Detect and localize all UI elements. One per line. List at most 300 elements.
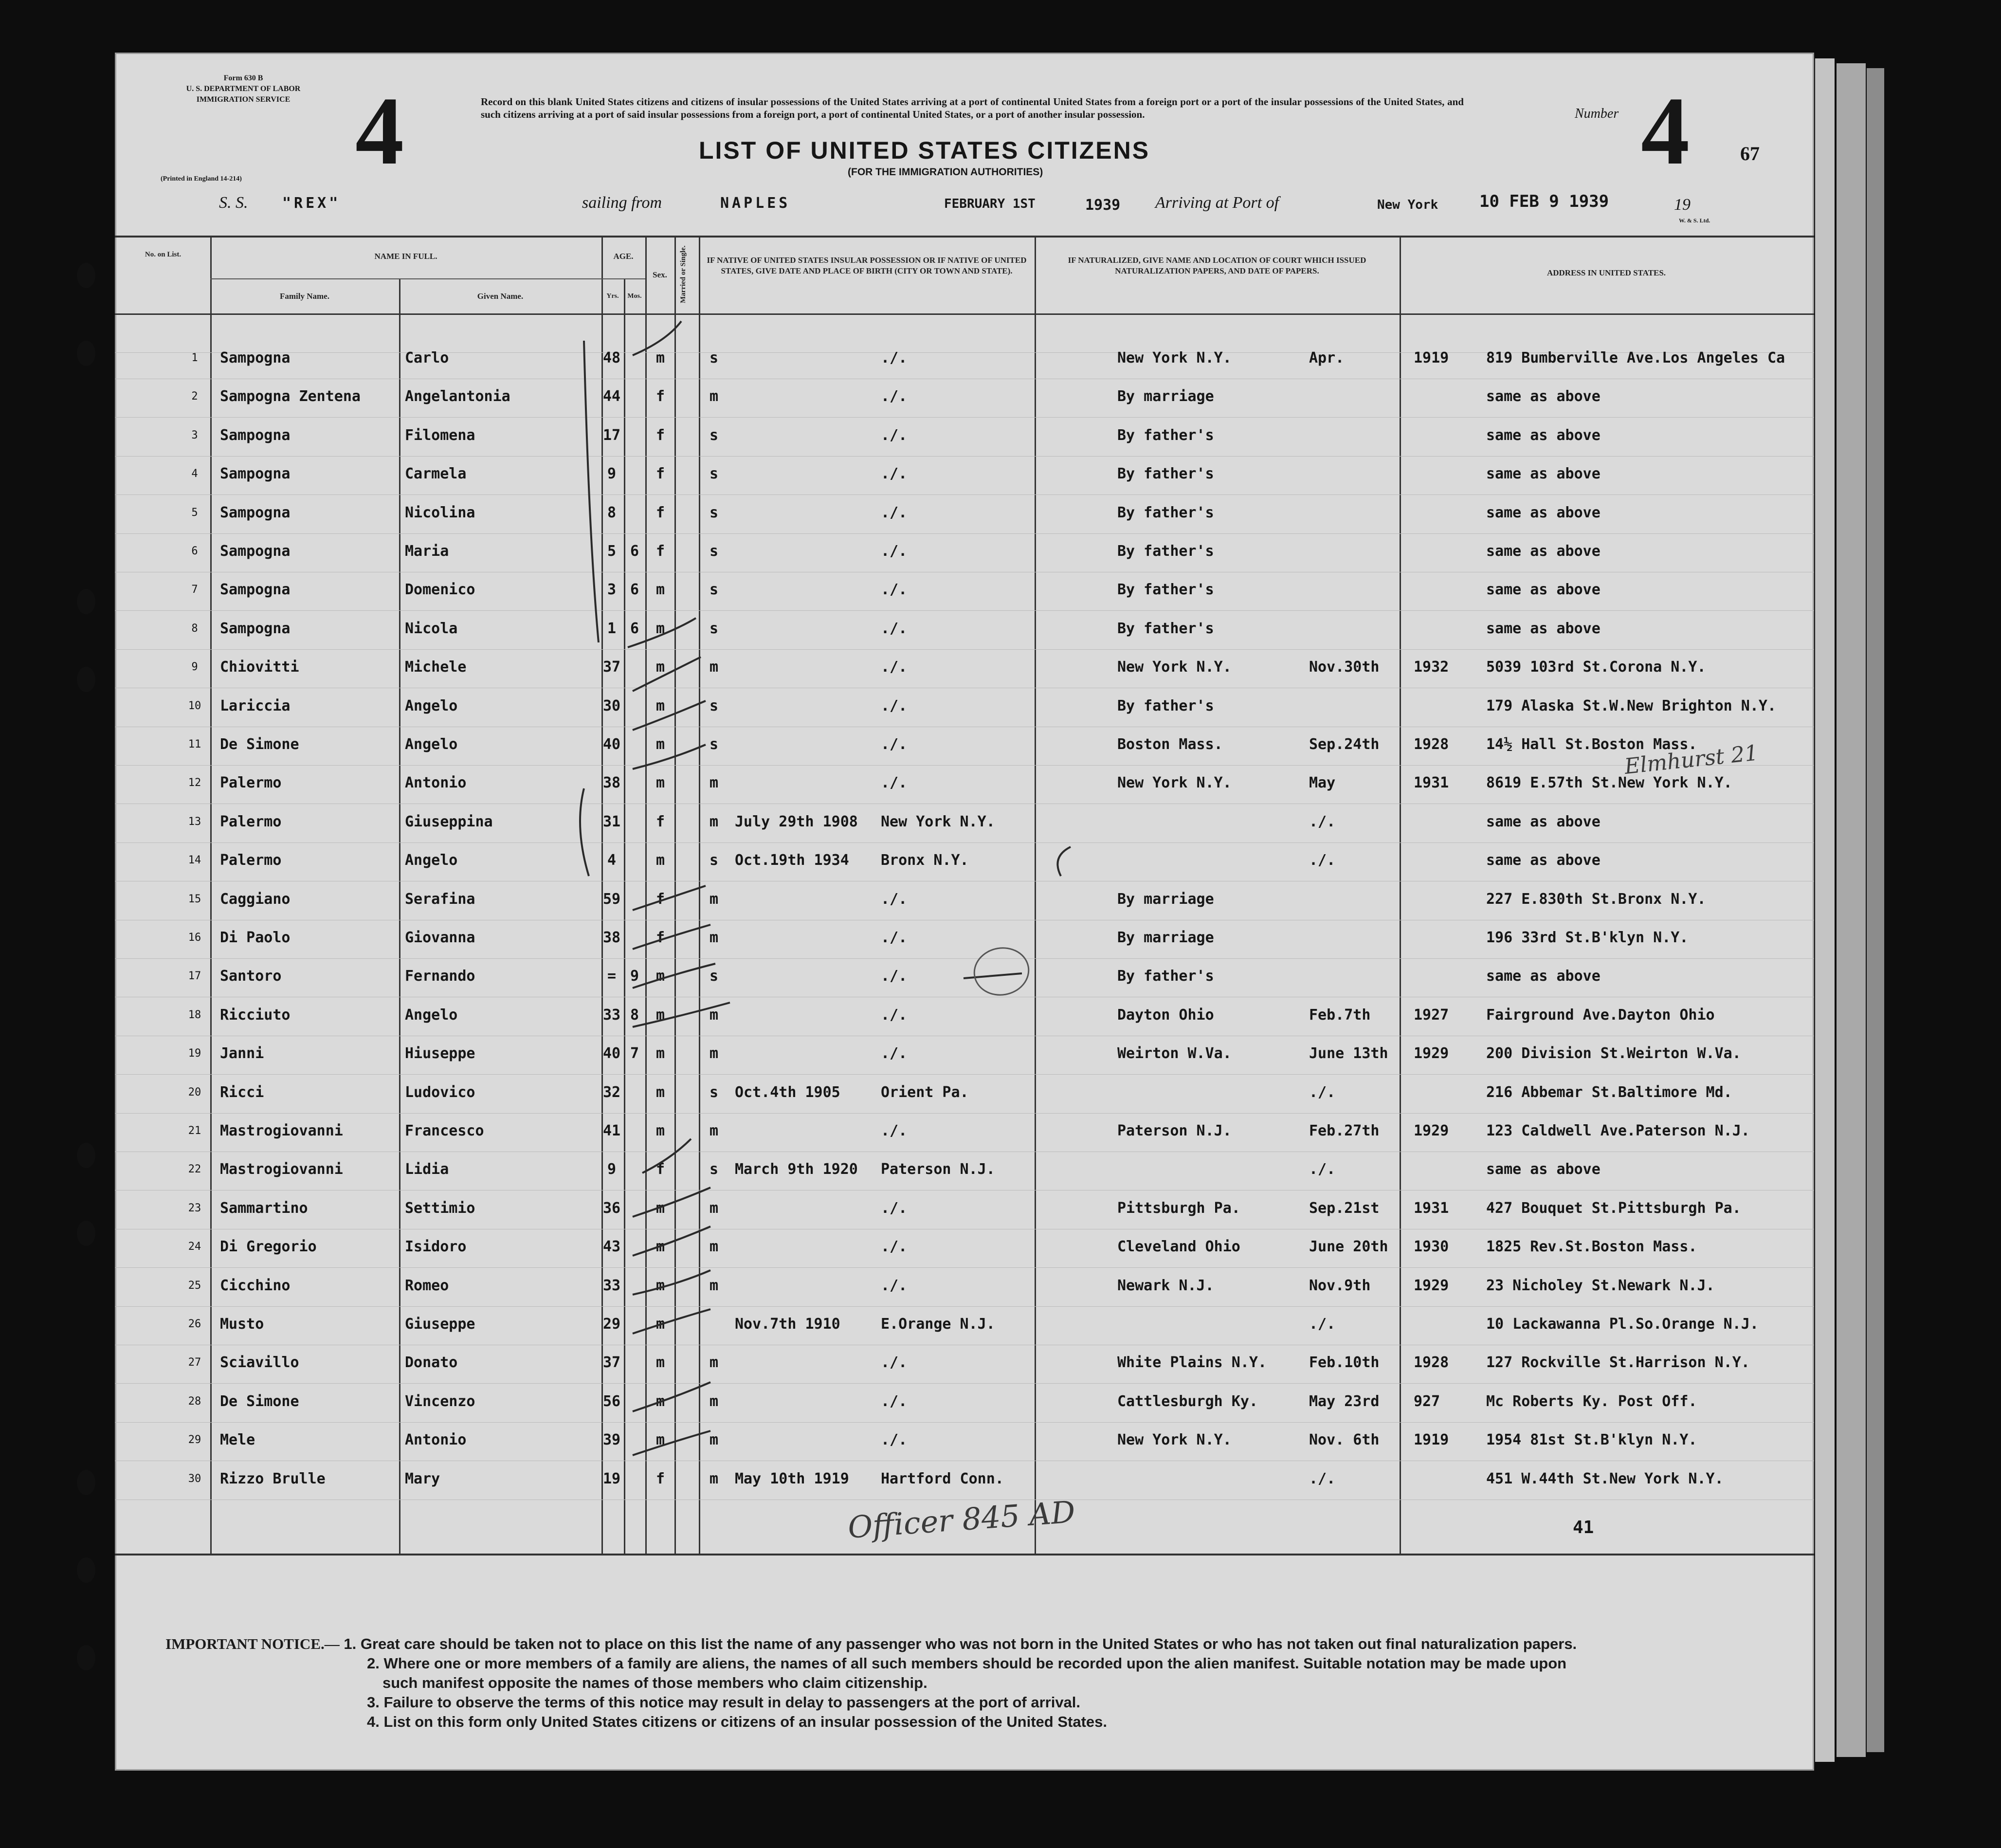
naturalization-date: ./. <box>1309 1316 1336 1333</box>
given-name: Nicolina <box>405 504 475 521</box>
tick-mark <box>633 701 706 730</box>
naturalization-year: 1927 <box>1414 1006 1449 1024</box>
dash-mark <box>964 973 1022 978</box>
sex: m <box>655 852 665 869</box>
birth-place: New York N.Y. <box>881 813 995 830</box>
sex: m <box>655 968 665 985</box>
birth-date: Oct.19th 1934 <box>735 852 849 869</box>
marital-status: m <box>709 659 719 676</box>
ship-name: "REX" <box>282 195 341 212</box>
age-months: 8 <box>630 1006 639 1024</box>
naturalization-court: By father's <box>1117 504 1214 521</box>
sex: f <box>655 813 665 830</box>
birth-place: ./. <box>881 426 908 444</box>
us-address: 427 Bouquet St.Pittsburgh Pa. <box>1486 1199 1741 1217</box>
row-number: 29 <box>188 1434 201 1446</box>
age-years: 33 <box>602 1277 621 1294</box>
us-address: 23 Nicholey St.Newark N.J. <box>1486 1277 1715 1294</box>
sex: m <box>655 736 665 753</box>
printer-mark: W. & S. Ltd. <box>1679 217 1710 224</box>
birth-place: ./. <box>881 736 908 753</box>
row-number: 22 <box>188 1163 201 1176</box>
age-years: 56 <box>602 1392 621 1410</box>
departure-date: FEBRUARY 1ST <box>944 197 1036 211</box>
birth-place: ./. <box>881 465 908 483</box>
marital-status: s <box>709 1161 719 1178</box>
us-address: 5039 103rd St.Corona N.Y. <box>1486 659 1706 676</box>
naturalization-court: By father's <box>1117 968 1214 985</box>
tick-mark <box>633 1431 710 1455</box>
row-number: 1 <box>191 352 198 364</box>
naturalization-year: 1919 <box>1414 349 1449 366</box>
family-name: Sampogna <box>220 465 291 483</box>
birth-place: ./. <box>881 581 908 599</box>
sheet-number: 67 <box>1740 143 1760 165</box>
naturalization-court: White Plains N.Y. <box>1117 1354 1267 1372</box>
sex: m <box>655 1277 665 1294</box>
tick-mark <box>642 1139 691 1173</box>
given-name: Ludovico <box>405 1083 475 1101</box>
us-address: 819 Bumberville Ave.Los Angeles Ca <box>1486 349 1785 366</box>
marital-status: m <box>709 929 719 946</box>
marital-status: m <box>709 1045 719 1062</box>
port-from: NAPLES <box>720 195 791 212</box>
marital-status: m <box>709 1277 719 1294</box>
us-address: 451 W.44th St.New York N.Y. <box>1486 1470 1724 1487</box>
family-name: Palermo <box>220 852 282 869</box>
printed-note: (Printed in England 14-214) <box>161 175 242 183</box>
col-header-naturalized: IF NATURALIZED, GIVE NAME AND LOCATION OF COURT WHICH ISSUED NATURALIZATION PAPERS, AND DATE OF PAPERS. <box>1068 256 1366 275</box>
given-name: Mary <box>405 1470 440 1487</box>
age-years: 38 <box>602 929 621 946</box>
birth-place: ./. <box>881 1238 908 1256</box>
sex: m <box>655 1122 665 1139</box>
naturalization-date: Feb.7th <box>1309 1006 1371 1024</box>
us-address: 1954 81st St.B'klyn N.Y. <box>1486 1431 1697 1449</box>
tick-mark <box>633 1226 710 1256</box>
given-name: Angelo <box>405 852 458 869</box>
birth-place: Bronx N.Y. <box>881 852 969 869</box>
age-years: 40 <box>602 1045 621 1062</box>
family-name: Palermo <box>220 813 282 830</box>
officer-signature: Officer 845 AD <box>846 1494 1076 1545</box>
sex: m <box>655 697 665 714</box>
birth-place: ./. <box>881 1006 908 1024</box>
marital-status: s <box>709 581 719 599</box>
birth-place: ./. <box>881 1354 908 1372</box>
page-title: LIST OF UNITED STATES CITIZENS <box>699 137 1150 164</box>
family-name: Janni <box>220 1045 264 1062</box>
age-years: 9 <box>607 1161 617 1178</box>
naturalization-court: Dayton Ohio <box>1117 1006 1214 1024</box>
row-number: 27 <box>188 1356 201 1369</box>
sex: m <box>655 1006 665 1024</box>
marital-status: m <box>709 1470 719 1487</box>
department-name: U. S. DEPARTMENT OF LABOR <box>186 85 301 93</box>
sex: f <box>655 543 665 560</box>
marital-status: m <box>709 388 719 405</box>
family-name: Musto <box>220 1316 264 1333</box>
us-address: same as above <box>1486 388 1601 405</box>
sex: m <box>655 1045 665 1062</box>
family-name: Mastrogiovanni <box>220 1161 343 1178</box>
birth-date: July 29th 1908 <box>735 813 858 830</box>
naturalization-year: 1930 <box>1414 1238 1449 1256</box>
sex: f <box>655 890 665 908</box>
family-name: Sampogna <box>220 581 291 599</box>
given-name: Michele <box>405 659 467 676</box>
age-years: 1 <box>607 620 617 637</box>
col-header-address: ADDRESS IN UNITED STATES. <box>1546 268 1666 277</box>
sex: f <box>655 1470 665 1487</box>
naturalization-court: Cleveland Ohio <box>1117 1238 1240 1256</box>
birth-place: ./. <box>881 1392 908 1410</box>
age-years: 9 <box>607 465 617 483</box>
us-address: same as above <box>1486 504 1601 521</box>
given-name: Angelo <box>405 697 458 714</box>
naturalization-court: New York N.Y. <box>1117 774 1232 792</box>
age-years: 37 <box>602 1354 621 1372</box>
family-name: Lariccia <box>220 697 291 714</box>
marital-status: m <box>709 1006 719 1024</box>
age-years: = <box>607 968 617 985</box>
age-years: 36 <box>602 1199 621 1217</box>
naturalization-year: 1931 <box>1414 774 1449 792</box>
col-header-sex: Sex. <box>653 270 667 279</box>
family-name: Sampogna <box>220 543 291 560</box>
age-years: 8 <box>607 504 617 521</box>
naturalization-date: Feb.27th <box>1309 1122 1380 1139</box>
marital-status: s <box>709 426 719 444</box>
given-name: Carmela <box>405 465 467 483</box>
naturalization-date: Nov. 6th <box>1309 1431 1380 1449</box>
age-years: 31 <box>602 813 621 830</box>
age-years: 3 <box>607 581 617 599</box>
naturalization-date: ./. <box>1309 852 1336 869</box>
birth-place: ./. <box>881 543 908 560</box>
marital-status: s <box>709 465 719 483</box>
sex: f <box>655 426 665 444</box>
col-header-family: Family Name. <box>280 292 329 301</box>
col-header-age: AGE. <box>613 252 634 261</box>
age-years: 19 <box>602 1470 621 1487</box>
marital-status: s <box>709 736 719 753</box>
big-left-number: 4 <box>355 77 404 185</box>
important-notice <box>165 1634 1577 1732</box>
notice-lead: IMPORTANT NOTICE.— <box>165 1635 340 1652</box>
age-years: 37 <box>602 659 621 676</box>
naturalization-date: May 23rd <box>1309 1392 1380 1410</box>
naturalization-date: June 13th <box>1309 1045 1388 1062</box>
naturalization-year: 1931 <box>1414 1199 1449 1217</box>
birth-place: ./. <box>881 388 908 405</box>
naturalization-date: Feb.10th <box>1309 1354 1380 1372</box>
us-address: 196 33rd St.B'klyn N.Y. <box>1486 929 1689 946</box>
naturalization-year: 1928 <box>1414 736 1449 753</box>
age-years: 4 <box>607 852 617 869</box>
us-address: 14½ Hall St.Boston Mass. <box>1486 736 1697 753</box>
given-name: Settimio <box>405 1199 475 1217</box>
family-name: Chiovitti <box>220 659 299 676</box>
sex: f <box>655 465 665 483</box>
family-name: De Simone <box>220 736 299 753</box>
naturalization-court: Newark N.J. <box>1117 1277 1214 1294</box>
tick-mark <box>628 618 696 647</box>
family-name: Ricci <box>220 1083 264 1101</box>
sex: m <box>655 774 665 792</box>
row-number: 14 <box>188 854 201 867</box>
row-number: 12 <box>188 777 201 789</box>
birth-place: ./. <box>881 1199 908 1217</box>
birth-date: May 10th 1919 <box>735 1470 849 1487</box>
sex: m <box>655 1431 665 1449</box>
family-name: Sampogna <box>220 620 291 637</box>
departure-year: 1939 <box>1085 197 1121 214</box>
arrival-year-blank: 19 <box>1674 196 1691 214</box>
sex: m <box>655 1083 665 1101</box>
page-number: 41 <box>1573 1518 1594 1537</box>
row-number: 6 <box>191 545 198 557</box>
naturalization-court: New York N.Y. <box>1117 659 1232 676</box>
naturalization-year: 1932 <box>1414 659 1449 676</box>
birth-place: Hartford Conn. <box>881 1470 1004 1487</box>
row-number: 19 <box>188 1047 201 1060</box>
age-months: 9 <box>630 968 639 985</box>
given-name: Giovanna <box>405 929 475 946</box>
naturalization-court: Pittsburgh Pa. <box>1117 1199 1240 1217</box>
row-number: 18 <box>188 1008 201 1021</box>
col-header-given: Given Name. <box>477 292 524 301</box>
record-instructions: Record on this blank United States citizens and citizens of insular possessions of the United States arriving at a port of continental United States from a foreign port or a port of the insular possessions of the United States, and such citizens arriving at a port of said insular possessions from a foreign port, a port of continental United States, or a port of another insular possession. <box>481 96 1464 120</box>
row-number: 10 <box>188 699 201 712</box>
sex: f <box>655 388 665 405</box>
us-address: 1825 Rev.St.Boston Mass. <box>1486 1238 1697 1256</box>
row-number: 23 <box>188 1202 201 1214</box>
naturalization-court: By father's <box>1117 697 1214 714</box>
age-years: 59 <box>602 890 621 908</box>
age-years: 32 <box>602 1083 621 1101</box>
us-address: 8619 E.57th St.New York N.Y. <box>1486 774 1732 792</box>
us-address: same as above <box>1486 620 1601 637</box>
given-name: Angelantonia <box>405 388 510 405</box>
birth-place: Paterson N.J. <box>881 1161 995 1178</box>
tick-mark <box>633 1188 710 1217</box>
marital-status: m <box>709 1199 719 1217</box>
us-address: same as above <box>1486 426 1601 444</box>
family-name: De Simone <box>220 1392 299 1410</box>
us-address: same as above <box>1486 1161 1601 1178</box>
naturalization-date: ./. <box>1309 1083 1336 1101</box>
naturalization-court: By father's <box>1117 543 1214 560</box>
circle-mark <box>971 944 1033 999</box>
port-to: New York <box>1377 198 1438 212</box>
marital-status: s <box>709 968 719 985</box>
family-name: Ricciuto <box>220 1006 291 1024</box>
family-name: Di Paolo <box>220 929 291 946</box>
given-name: Domenico <box>405 581 475 599</box>
marital-status: s <box>709 1083 719 1101</box>
sex: m <box>655 659 665 676</box>
given-name: Romeo <box>405 1277 449 1294</box>
row-number: 13 <box>188 815 201 828</box>
marital-status: m <box>709 1354 719 1372</box>
given-name: Donato <box>405 1354 458 1372</box>
sex: f <box>655 929 665 946</box>
us-address: 227 E.830th St.Bronx N.Y. <box>1486 890 1706 908</box>
birth-place: ./. <box>881 620 908 637</box>
marital-status: m <box>709 1392 719 1410</box>
sex: m <box>655 1392 665 1410</box>
family-name: Cicchino <box>220 1277 291 1294</box>
naturalization-court: By father's <box>1117 465 1214 483</box>
sex: f <box>655 1161 665 1178</box>
age-months: 7 <box>630 1045 639 1062</box>
row-number: 24 <box>188 1241 201 1253</box>
age-years: 40 <box>602 736 621 753</box>
naturalization-court: Weirton W.Va. <box>1117 1045 1232 1062</box>
row-number: 2 <box>191 390 198 403</box>
family-name: Di Gregorio <box>220 1238 317 1256</box>
given-name: Hiuseppe <box>405 1045 475 1062</box>
naturalization-date: ./. <box>1309 1161 1336 1178</box>
us-address: Mc Roberts Ky. Post Off. <box>1486 1392 1697 1410</box>
marital-status: m <box>709 1122 719 1139</box>
age-months: 6 <box>630 620 639 637</box>
dash-mark <box>1057 847 1071 876</box>
tick-mark <box>633 657 701 691</box>
us-address: 10 Lackawanna Pl.So.Orange N.J. <box>1486 1316 1759 1333</box>
tick-mark <box>633 1003 730 1027</box>
birth-place: ./. <box>881 774 908 792</box>
naturalization-court: By marriage <box>1117 890 1214 908</box>
family-name: Sampogna <box>220 426 291 444</box>
age-years: 5 <box>607 543 617 560</box>
us-address: Fairground Ave.Dayton Ohio <box>1486 1006 1715 1024</box>
birth-place: ./. <box>881 968 908 985</box>
naturalization-date: ./. <box>1309 813 1336 830</box>
us-address: 123 Caldwell Ave.Paterson N.J. <box>1486 1122 1750 1139</box>
birth-place: E.Orange N.J. <box>881 1316 995 1333</box>
tick-mark <box>633 1309 710 1334</box>
col-header-native: IF NATIVE OF UNITED STATES INSULAR POSSESSION OR IF NATIVE OF UNITED STATES, GIVE DATE AND PLACE OF BIRTH (CITY OR TOWN AND STATE). <box>707 256 1027 275</box>
row-number: 15 <box>188 893 201 905</box>
family-name: Sciavillo <box>220 1354 299 1372</box>
naturalization-court: By marriage <box>1117 929 1214 946</box>
age-years: 43 <box>602 1238 621 1256</box>
age-years: 48 <box>602 349 621 366</box>
margin-note: Elmhurst 21 <box>1623 740 1760 779</box>
row-number: 16 <box>188 932 201 944</box>
given-name: Giuseppina <box>405 813 493 830</box>
birth-place: ./. <box>881 349 908 366</box>
naturalization-court: New York N.Y. <box>1117 349 1232 366</box>
given-name: Antonio <box>405 774 467 792</box>
us-address: 127 Rockville St.Harrison N.Y. <box>1486 1354 1750 1372</box>
family-name: Sammartino <box>220 1199 308 1217</box>
naturalization-year: 1929 <box>1414 1277 1449 1294</box>
tick-mark <box>633 745 706 769</box>
naturalization-court: By father's <box>1117 426 1214 444</box>
given-name: Maria <box>405 543 449 560</box>
naturalization-date: Nov.9th <box>1309 1277 1371 1294</box>
age-years: 44 <box>602 388 621 405</box>
naturalization-court: Paterson N.J. <box>1117 1122 1232 1139</box>
sex: m <box>655 1199 665 1217</box>
birth-place: ./. <box>881 1277 908 1294</box>
family-name: Santoro <box>220 968 282 985</box>
col-header-name: NAME IN FULL. <box>374 252 437 261</box>
row-number: 8 <box>191 622 198 635</box>
notice-item-3: 3. Failure to observe the terms of this notice may result in delay to passengers at the port of arrival. <box>367 1694 1081 1711</box>
given-name: Angelo <box>405 1006 458 1024</box>
naturalization-date: ./. <box>1309 1470 1336 1487</box>
family-name: Rizzo Brulle <box>220 1470 326 1487</box>
marital-status: s <box>709 349 719 366</box>
arrival-stamp: 10 FEB 9 1939 <box>1479 192 1609 211</box>
tick-mark <box>633 1382 710 1411</box>
col-header-no: No. on List. <box>145 251 182 258</box>
col-header-mos: Mos. <box>627 293 642 300</box>
notice-item-1: 1. Great care should be taken not to place on this list the name of any passenger who was not born in the United States or who has not taken out final naturalization papers. <box>344 1635 1577 1652</box>
row-number: 11 <box>188 738 201 750</box>
ss-label: S. S. <box>219 194 248 212</box>
naturalization-date: May <box>1309 774 1336 792</box>
birth-place: ./. <box>881 1431 908 1449</box>
arriving-label: Arriving at Port of <box>1155 194 1279 212</box>
birth-place: ./. <box>881 929 908 946</box>
age-years: 29 <box>602 1316 621 1333</box>
given-name: Francesco <box>405 1122 484 1139</box>
birth-place: ./. <box>881 659 908 676</box>
us-address: same as above <box>1486 968 1601 985</box>
sex: m <box>655 1238 665 1256</box>
row-number: 28 <box>188 1395 201 1408</box>
birth-place: ./. <box>881 890 908 908</box>
birth-place: ./. <box>881 504 908 521</box>
naturalization-date: Sep.24th <box>1309 736 1380 753</box>
sex: m <box>655 581 665 599</box>
birth-place: ./. <box>881 697 908 714</box>
sex: f <box>655 504 665 521</box>
age-months: 6 <box>630 543 639 560</box>
age-years: 38 <box>602 774 621 792</box>
us-address: same as above <box>1486 581 1601 599</box>
birth-place: ./. <box>881 1122 908 1139</box>
family-name: Mele <box>220 1431 255 1449</box>
naturalization-year: 1919 <box>1414 1431 1449 1449</box>
bracket-mark <box>580 788 589 876</box>
marital-status: s <box>709 543 719 560</box>
row-number: 20 <box>188 1086 201 1098</box>
naturalization-year: 1929 <box>1414 1045 1449 1062</box>
given-name: Serafina <box>405 890 475 908</box>
marital-status: m <box>709 890 719 908</box>
naturalization-date: Nov.30th <box>1309 659 1380 676</box>
tick-mark <box>633 925 710 949</box>
marital-status: s <box>709 697 719 714</box>
row-number: 3 <box>191 429 198 441</box>
naturalization-court: New York N.Y. <box>1117 1431 1232 1449</box>
row-number: 17 <box>188 970 201 983</box>
naturalization-year: 1928 <box>1414 1354 1449 1372</box>
us-address: same as above <box>1486 543 1601 560</box>
given-name: Nicola <box>405 620 458 637</box>
tick-mark <box>633 321 681 355</box>
sex: m <box>655 1354 665 1372</box>
us-address: same as above <box>1486 465 1601 483</box>
row-number: 25 <box>188 1279 201 1292</box>
naturalization-court: By marriage <box>1117 388 1214 405</box>
